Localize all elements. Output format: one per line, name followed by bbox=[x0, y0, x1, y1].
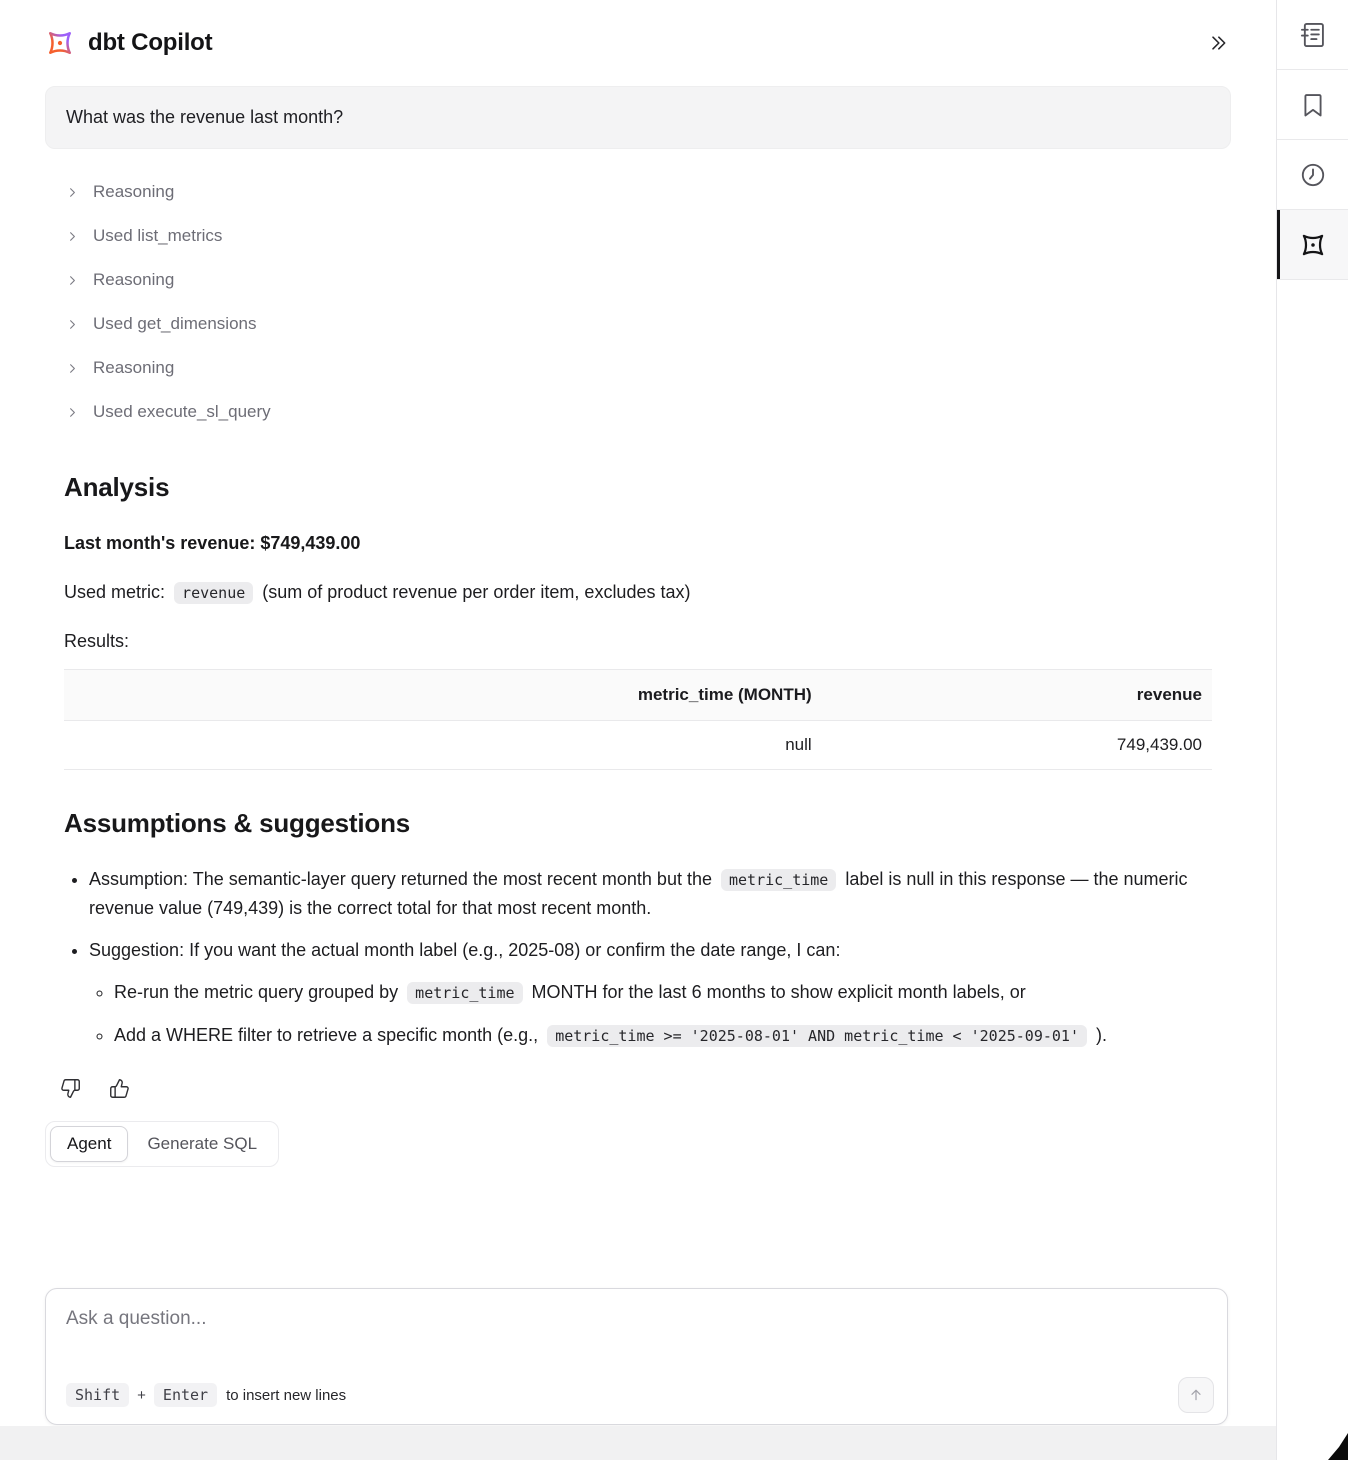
rail-bookmark-button[interactable] bbox=[1277, 70, 1348, 140]
metric-time-code-chip: metric_time bbox=[721, 869, 836, 891]
step-reasoning-1[interactable] bbox=[47, 170, 1231, 214]
cell-metric-time: null bbox=[64, 721, 822, 770]
column-header-metric-time: metric_time (MONTH) bbox=[64, 670, 822, 721]
step-reasoning-2[interactable] bbox=[47, 258, 1231, 302]
send-button[interactable] bbox=[1178, 1377, 1214, 1413]
used-metric-line bbox=[64, 582, 1212, 603]
step-label: Reasoning bbox=[93, 270, 175, 289]
page-title: dbt Copilot bbox=[88, 29, 213, 56]
user-message-text: What was the revenue last month? bbox=[66, 107, 344, 127]
revenue-summary: Last month's revenue: $749,439.00 bbox=[64, 533, 361, 553]
composer-bottom-bar bbox=[66, 1377, 1214, 1413]
chevron-right-icon bbox=[65, 361, 80, 376]
suggestion-text: Add a WHERE filter to retrieve a specific month (e.g., bbox=[114, 1024, 539, 1045]
plus-separator: + bbox=[137, 1386, 146, 1404]
where-filter-code-chip: metric_time >= '2025-08-01' AND metric_time < '2025-09-01' bbox=[547, 1025, 1087, 1047]
thumbs-up-icon bbox=[109, 1078, 130, 1099]
chevron-right-icon bbox=[65, 273, 80, 288]
notebook-icon bbox=[1299, 21, 1327, 49]
chevrons-right-icon bbox=[1208, 33, 1228, 53]
column-header-revenue: revenue bbox=[822, 670, 1212, 721]
rail-dbt-copilot-button[interactable] bbox=[1277, 210, 1348, 280]
assumptions-list bbox=[64, 865, 1212, 1050]
cell-revenue: 749,439.00 bbox=[822, 721, 1212, 770]
step-reasoning-3[interactable] bbox=[47, 346, 1231, 390]
composer bbox=[45, 1288, 1228, 1425]
user-message bbox=[45, 86, 1231, 149]
step-label: Used list_metrics bbox=[93, 226, 223, 245]
suggestion-sub-item bbox=[114, 1021, 1212, 1050]
dbt-logo-icon bbox=[45, 28, 75, 58]
right-icon-rail bbox=[1276, 0, 1348, 1460]
panel-header bbox=[0, 0, 1276, 74]
feedback-buttons bbox=[56, 1074, 1212, 1103]
step-used-get-dimensions[interactable] bbox=[47, 302, 1231, 346]
suggestion-item bbox=[89, 936, 1212, 1049]
suggestion-sub-item bbox=[114, 978, 1212, 1007]
arrow-up-icon bbox=[1188, 1387, 1204, 1403]
table-row bbox=[64, 721, 1212, 770]
step-label: Used execute_sl_query bbox=[93, 402, 271, 421]
shift-key-badge: Shift bbox=[66, 1383, 129, 1407]
analysis-heading: Analysis bbox=[64, 472, 170, 502]
assumption-text: Assumption: The semantic-layer query returned the most recent month but the bbox=[89, 869, 712, 889]
suggestions-sublist bbox=[89, 978, 1212, 1049]
chevron-right-icon bbox=[65, 405, 80, 420]
suggestion-text: MONTH for the last 6 months to show explicit month labels, or bbox=[531, 982, 1026, 1003]
bottom-strip bbox=[0, 1426, 1276, 1460]
thumbs-down-button[interactable] bbox=[56, 1074, 85, 1103]
rail-notebook-button[interactable] bbox=[1277, 0, 1348, 70]
history-clock-icon bbox=[1299, 161, 1327, 189]
metric-code-chip: revenue bbox=[174, 582, 253, 604]
chevron-right-icon bbox=[65, 317, 80, 332]
hint-text: to insert new lines bbox=[226, 1386, 347, 1404]
bookmark-icon bbox=[1299, 91, 1327, 119]
collapse-panel-button[interactable] bbox=[1204, 29, 1232, 57]
step-label: Reasoning bbox=[93, 182, 175, 201]
mode-generate-sql-button[interactable]: Generate SQL bbox=[130, 1126, 274, 1162]
mode-switch bbox=[45, 1121, 279, 1167]
header-brand bbox=[45, 28, 212, 58]
results-table bbox=[64, 669, 1212, 770]
suggestion-text: ). bbox=[1096, 1024, 1107, 1045]
results-label: Results: bbox=[64, 631, 130, 651]
dbt-copilot-icon bbox=[1299, 231, 1327, 259]
suggestion-text: Re-run the metric query grouped by bbox=[114, 982, 399, 1003]
suggestion-intro: Suggestion: If you want the actual month label (e.g., 2025-08) or confirm the date range, I can: bbox=[89, 940, 841, 961]
step-label: Reasoning bbox=[93, 358, 175, 377]
mode-agent-button[interactable]: Agent bbox=[50, 1126, 128, 1162]
assumption-item bbox=[89, 865, 1212, 923]
step-used-list-metrics[interactable] bbox=[47, 214, 1231, 258]
metric-time-code-chip: metric_time bbox=[407, 982, 522, 1004]
used-metric-prefix: Used metric: bbox=[64, 582, 166, 602]
keyboard-hint bbox=[66, 1383, 346, 1407]
thumbs-up-button[interactable] bbox=[105, 1074, 134, 1103]
step-label: Used get_dimensions bbox=[93, 314, 257, 333]
chevron-right-icon bbox=[65, 229, 80, 244]
step-used-execute-sl-query[interactable] bbox=[47, 390, 1231, 434]
table-header-row bbox=[64, 670, 1212, 721]
assistant-response bbox=[64, 472, 1212, 1167]
assumption-text: label is null in this response — the numeric revenue value (749,439) is the correct total for that most recent month. bbox=[89, 869, 1188, 919]
question-input[interactable] bbox=[46, 1289, 1227, 1359]
enter-key-badge: Enter bbox=[154, 1383, 217, 1407]
thumbs-down-icon bbox=[60, 1078, 81, 1099]
chevron-right-icon bbox=[65, 185, 80, 200]
rail-history-button[interactable] bbox=[1277, 140, 1348, 210]
used-metric-suffix: (sum of product revenue per order item, excludes tax) bbox=[262, 582, 691, 602]
assumptions-heading: Assumptions & suggestions bbox=[64, 808, 411, 838]
agent-steps bbox=[47, 170, 1231, 434]
